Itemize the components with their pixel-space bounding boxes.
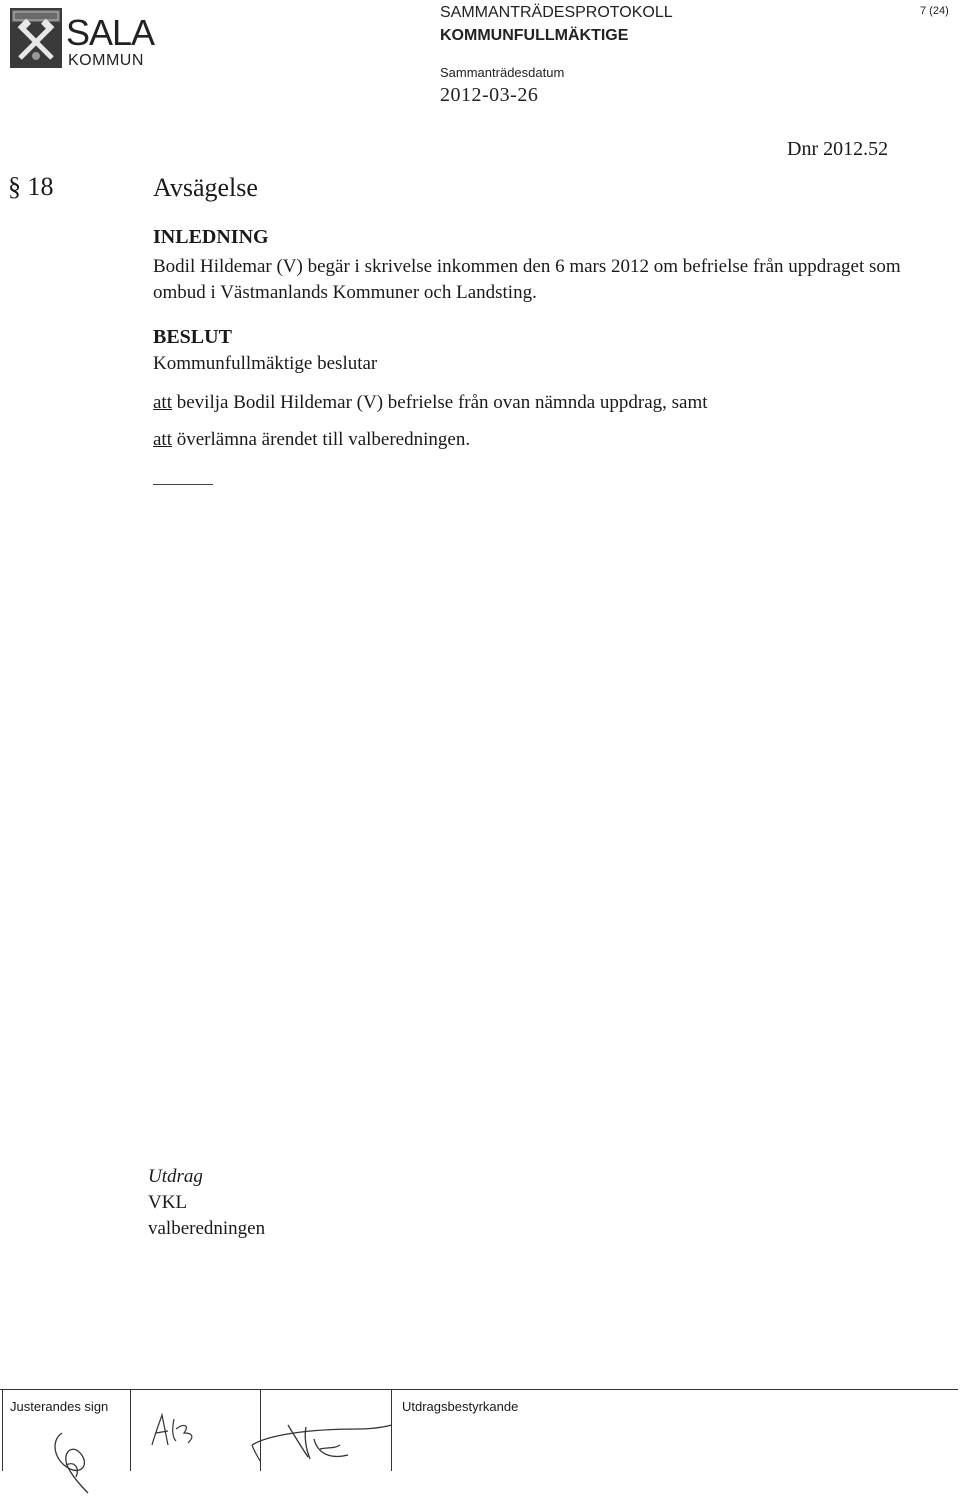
meeting-date: 2012-03-26: [440, 84, 539, 106]
introduction-heading: INLEDNING: [153, 226, 269, 248]
signature-mark: [146, 1411, 206, 1451]
signature-mark: [40, 1421, 110, 1496]
footer-divider: [2, 1389, 3, 1471]
introduction-text: Bodil Hildemar (V) begär i skrivelse inkommen den 6 mars 2012 om befrielse från uppdraget som ombud i Västmanlands Kommuner och Landsting.: [153, 256, 901, 303]
decision-item: [153, 390, 708, 416]
att-keyword: att: [153, 392, 172, 413]
decision-heading: BESLUT: [153, 326, 232, 348]
committee-name: KOMMUNFULLMÄKTIGE: [440, 27, 629, 44]
extract-recipient: VKL: [148, 1192, 188, 1213]
paragraph-title: Avsägelse: [153, 173, 258, 202]
municipality-logo: [8, 2, 163, 72]
att-keyword: att: [153, 429, 172, 450]
coat-of-arms-hammers-icon: [10, 8, 62, 68]
meeting-date-label: Sammanträdesdatum: [440, 65, 565, 80]
paragraph-number: § 18: [8, 172, 54, 201]
logo-subtitle: KOMMUN: [68, 52, 144, 69]
case-number: Dnr 2012.52: [787, 138, 889, 160]
footer-top-border: [0, 1389, 958, 1390]
extract-certification-label: Utdragsbestyrkande: [402, 1399, 519, 1414]
document-type: SAMMANTRÄDESPROTOKOLL: [440, 4, 673, 21]
signature-mark: [248, 1415, 398, 1475]
page-number: 7 (24): [920, 5, 949, 17]
logo-name: SALA: [66, 12, 155, 53]
justification-sign-label: Justerandes sign: [10, 1399, 109, 1414]
footer-divider: [130, 1389, 131, 1471]
extract-recipient: valberedningen: [148, 1218, 266, 1239]
decision-item-text: överlämna ärendet till valberedningen.: [172, 429, 471, 450]
decision-item-text: bevilja Bodil Hildemar (V) befrielse från ovan nämnda uppdrag, samt: [172, 392, 708, 413]
decision-item: [153, 427, 470, 453]
decision-intro: Kommunfullmäktige beslutar: [153, 353, 378, 374]
section-end-rule: [153, 484, 213, 485]
extract-heading: Utdrag: [148, 1166, 203, 1187]
